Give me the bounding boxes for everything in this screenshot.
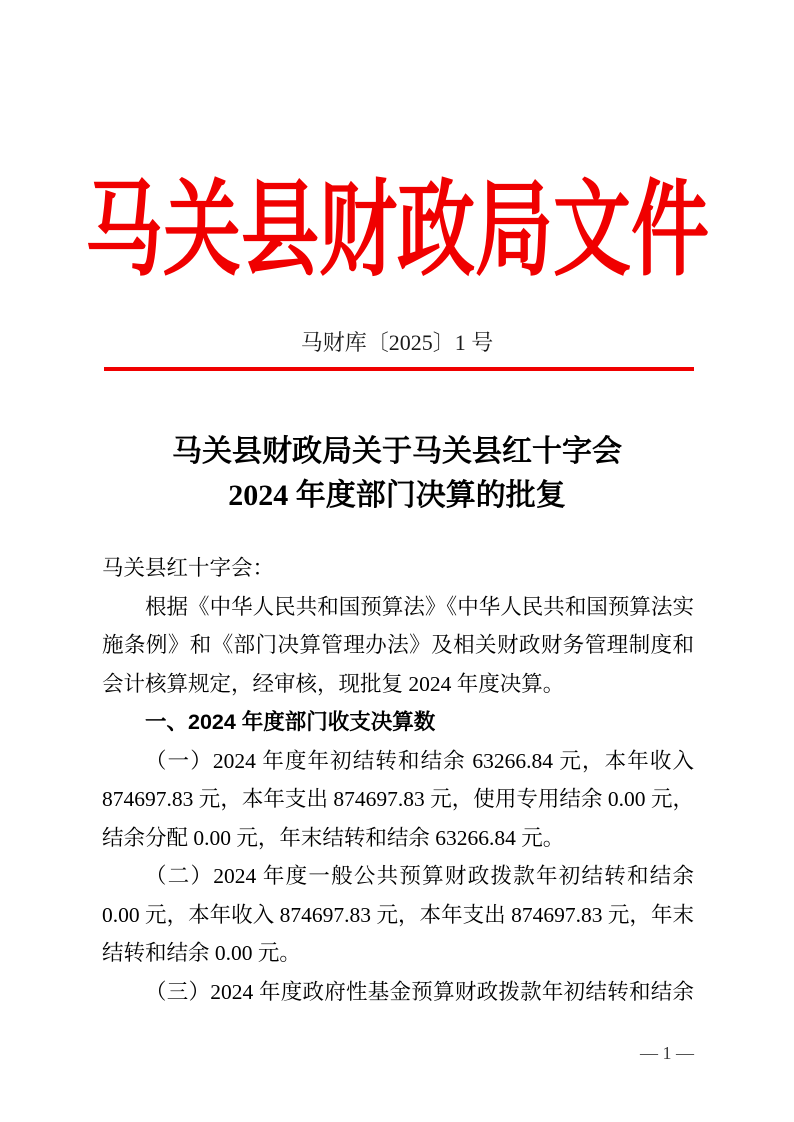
document-body: [102, 549, 694, 1011]
document-reference-number: 马财库〔2025〕1 号: [300, 330, 494, 355]
document-title-line2: 2024 年度部门决算的批复: [228, 479, 566, 512]
letterhead-divider-rule: [104, 367, 694, 371]
page-number: — 1 —: [640, 1043, 694, 1063]
section-heading-1: 一、2024 年度部门收支决算数: [145, 710, 436, 734]
item-1-paragraph: （一）2024 年度年初结转和结余 63266.84 元，本年收入 874697.83 元，本年支出 874697.83 元，使用专用结余 0.00 元，结余分配 0.00 元，年末结转和结余 63266.84 元。: [102, 748, 694, 850]
document-title: [0, 430, 794, 518]
document-title-line1: 马关县财政局关于马关县红十字会: [172, 435, 622, 468]
item-3-paragraph: （三）2024 年度政府性基金预算财政拨款年初结转和结余: [145, 979, 694, 1004]
letterhead-agency-title: 马关县财政局文件: [84, 172, 709, 289]
addressee-salutation: 马关县红十字会：: [102, 556, 275, 580]
opening-paragraph: 根据《中华人民共和国预算法》《中华人民共和国预算法实施条例》和《部门决算管理办法》及相关财政财务管理制度和会计核算规定，经审核，现批复 2024 年度决算。: [102, 594, 694, 696]
item-2-paragraph: （二）2024 年度一般公共预算财政拨款年初结转和结余 0.00 元，本年收入 874697.83 元，本年支出 874697.83 元，年末结转和结余 0.00 元。: [102, 864, 694, 965]
